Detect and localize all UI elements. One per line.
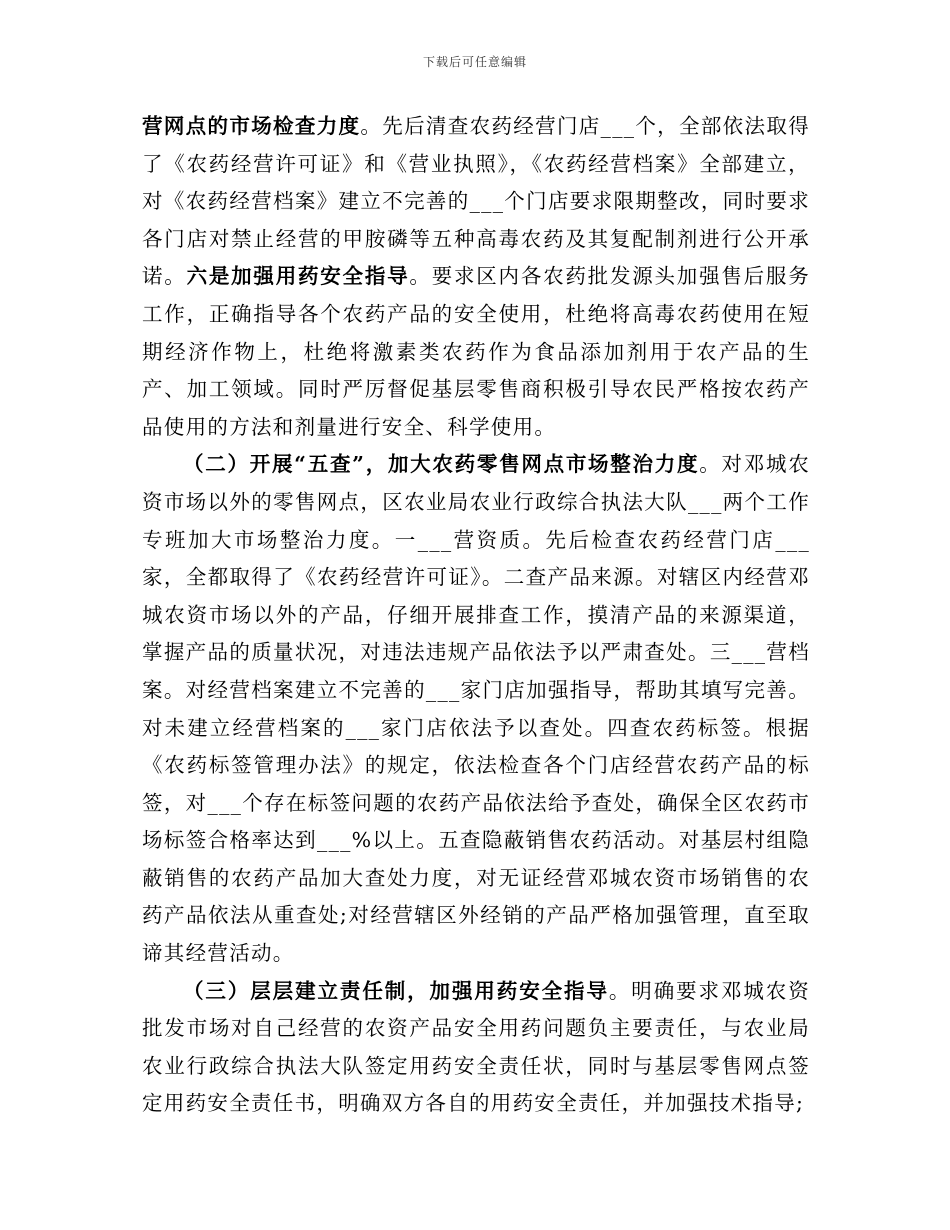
paragraph-text: 。先后清查农药经营门店___个，全部依法取得了《农药经营许可证》和《营业执照》，《农药经营档案》全部建立，对《农药经营档案》建立不完善的___个门店要求限期整改，同时要求各门店对禁止经营的甲胺磷等五种高毒农药及其复配制剂进行公开承诺。 — [142, 114, 811, 289]
heading-market-inspection: 营网点的市场检查力度 — [142, 114, 361, 138]
paragraph-text: 。要求区内各农药批发源头加强售后服务工作，正确指导各个农药产品的安全使用，杜绝将高毒农药使用在短期经济作物上，杜绝将激素类农药作为食品添加剂用于农产品的生产、加工领域。同时严厉督促基层零售商积极引导农民严格按农药产品使用的方法和剂量进行安全、科学使用。 — [142, 264, 811, 439]
heading-safety-guidance: 六是加强用药安全指导 — [186, 264, 410, 289]
paragraph-2 — [142, 446, 810, 972]
paragraph-text: 。对邓城农资市场以外的零售网点，区农业局农业行政综合执法大队___两个工作专班加大市场整治力度。一___营资质。先后检查农药经营门店___家，全都取得了《农药经营许可证》。二查产品来源。对辖区内经营邓城农资市场以外的产品，仔细开展排查工作，摸清产品的来源渠道，掌握产品的质量状况，对违法违规产品依法予以严肃查处。三___营档案。对经营档案建立不完善的___家门店加强指导，帮助其填写完善。对未建立经营档案的___家门店依法予以查处。四查农药标签。根据《农药标签管理办法》的规定，依法检查各个门店经营农药产品的标签，对___个存在标签问题的农药产品依法给予查处，确保全区农药市场标签合格率达到___%以上。五查隐蔽销售农药活动。对基层村组隐蔽销售的农药产品加大查处力度，对无证经营邓城农资市场销售的农药产品依法从重查处;对经营辖区外经销的产品严格加强管理，直至取谛其经营活动。 — [142, 452, 810, 966]
section-heading-five-checks: （二）开展“五查”，加大农药零售网点市场整治力度 — [183, 452, 700, 477]
paragraph-text: 。明确要求邓城农资批发市场对自己经营的农资产品安全用药问题负主要责任，与农业局农业行政综合执法大队签定用药安全责任状，同时与基层零售网点签定用药安全责任书，明确双方各自的用药安全责任，并加强技术指导; — [142, 978, 811, 1116]
section-heading-responsibility: （三）层层建立责任制，加强用药安全指导 — [183, 978, 609, 1003]
paragraph-3 — [142, 973, 810, 1123]
document-body — [142, 108, 810, 1123]
paragraph-1 — [142, 108, 810, 446]
page-header: 下载后可任意编辑 — [422, 55, 527, 69]
